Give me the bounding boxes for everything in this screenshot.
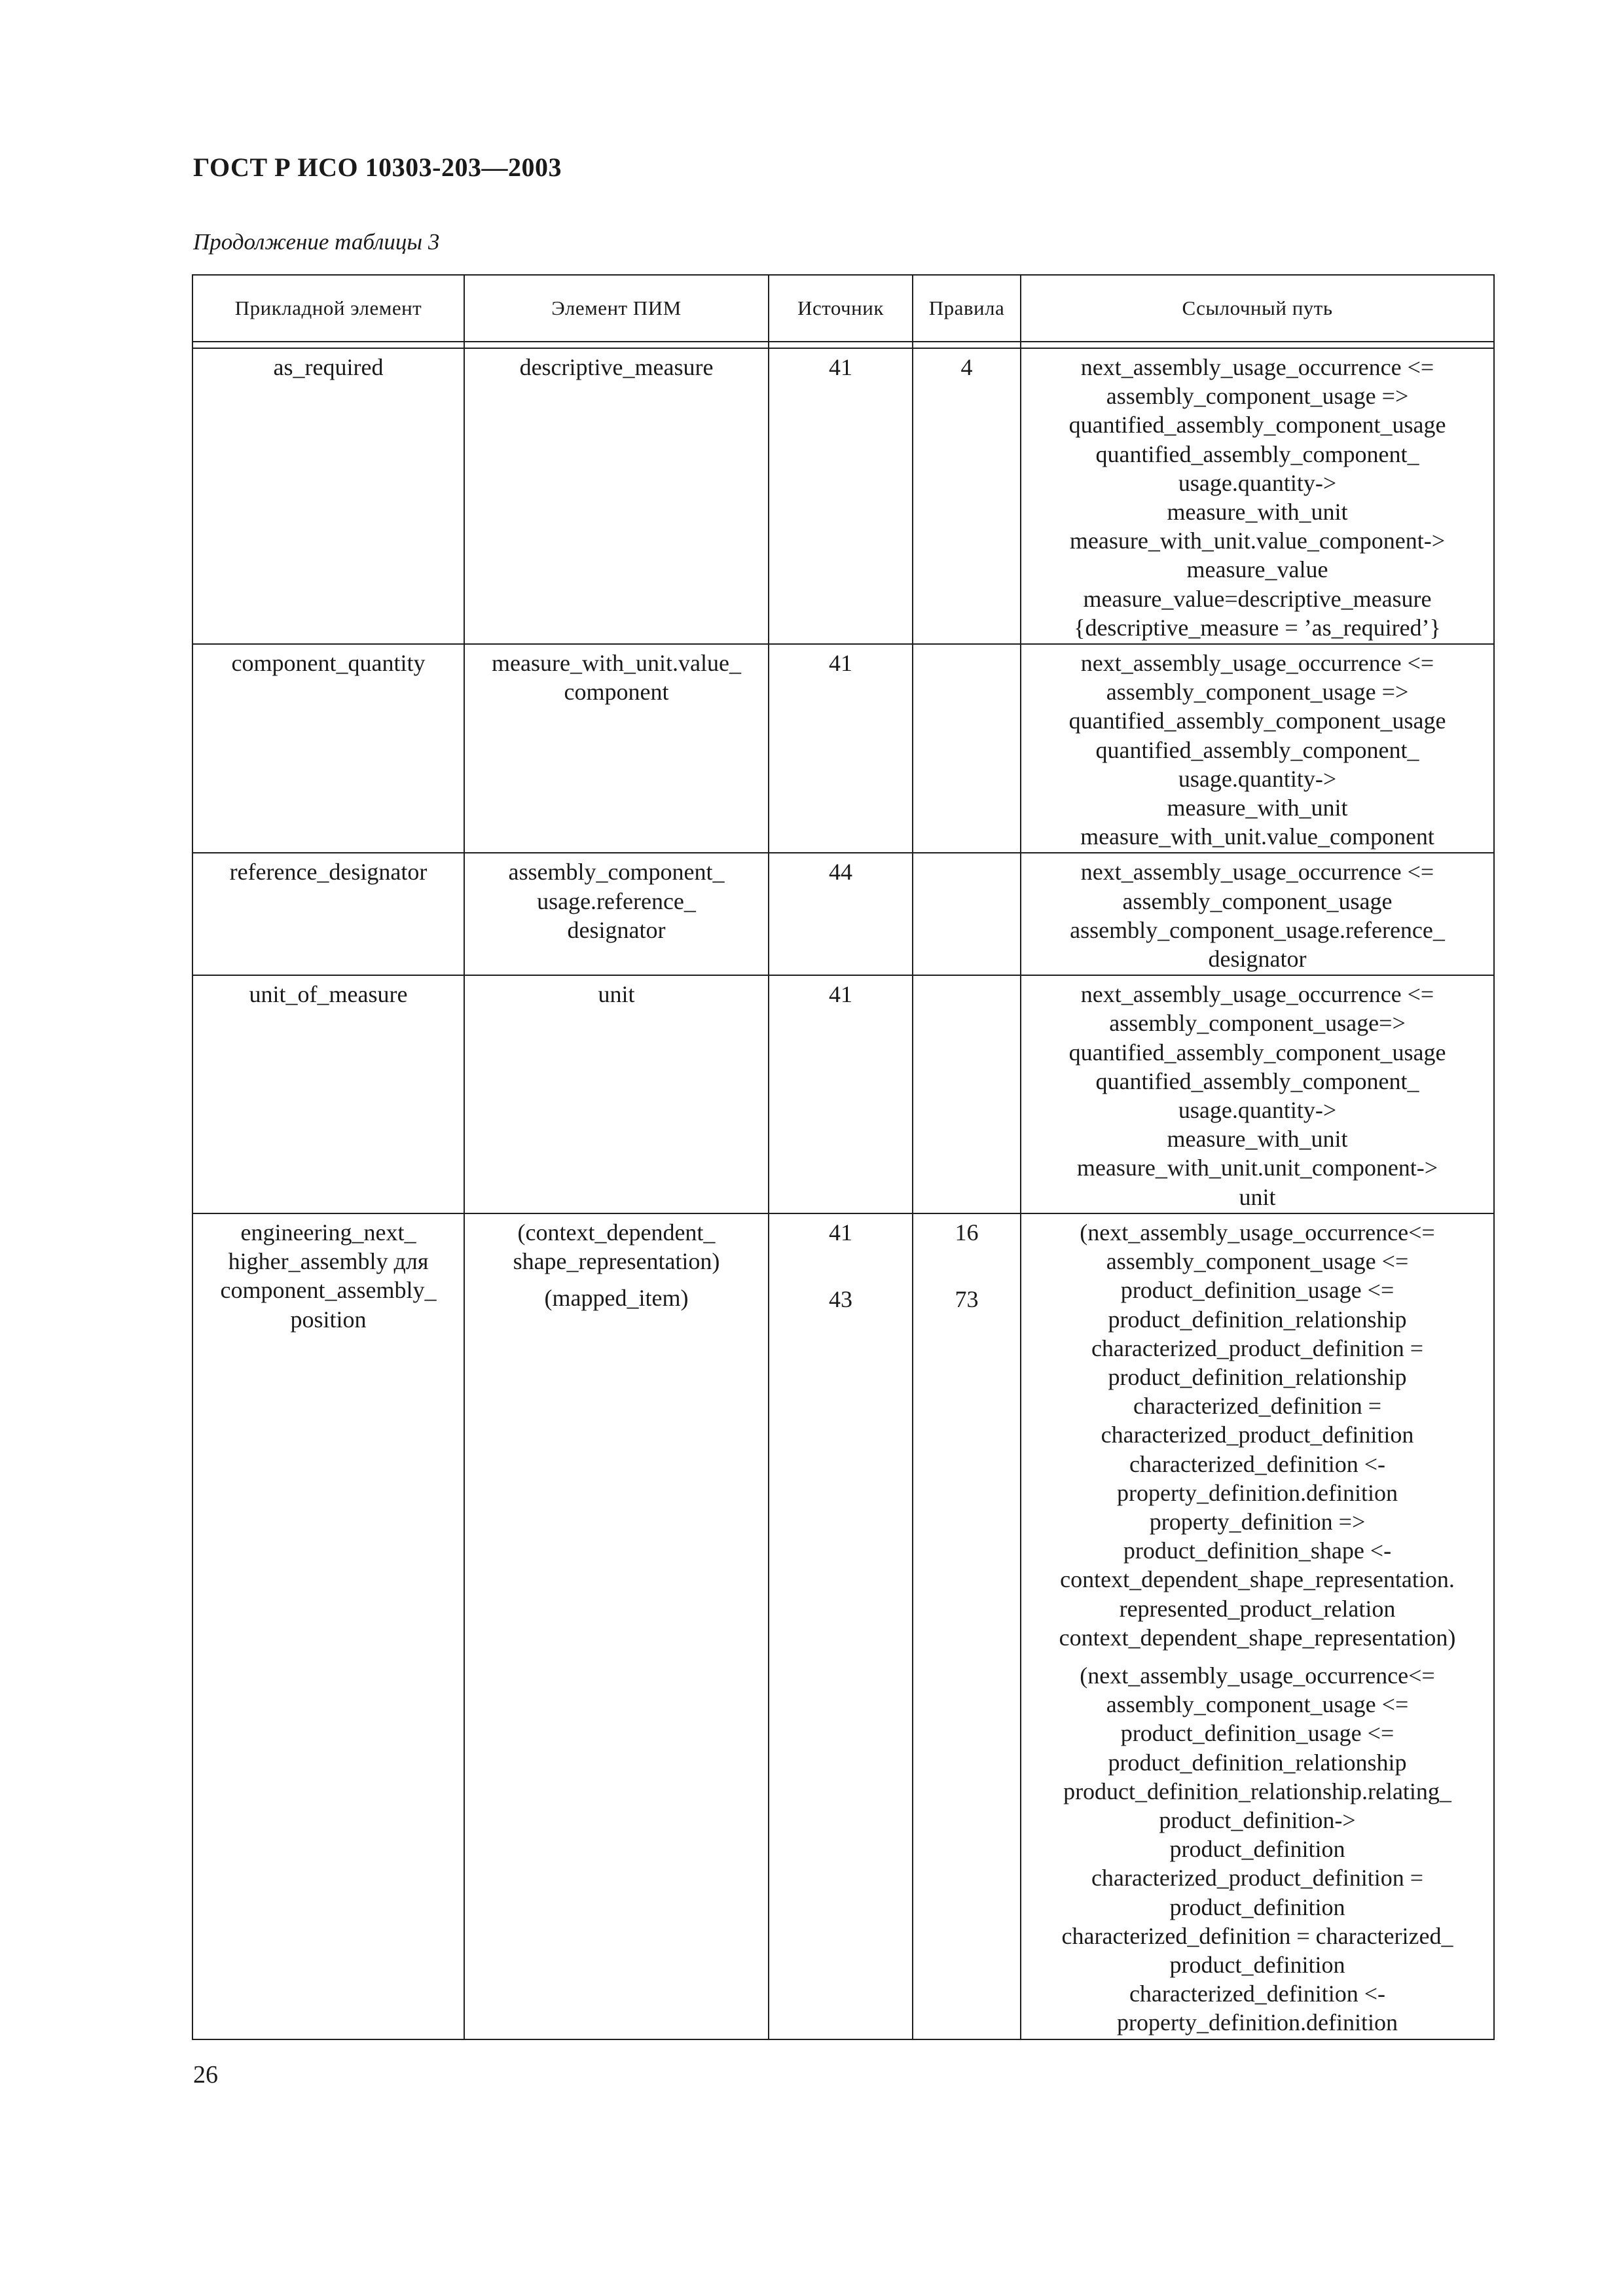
reference-path-cell — [1021, 853, 1494, 975]
page-number: 26 — [193, 2061, 218, 2089]
path-line: assembly_component_usage=> — [1109, 1010, 1406, 1037]
source-cell — [769, 853, 913, 975]
path-line: designator — [1208, 946, 1307, 973]
cell-line: shape_representation) — [513, 1248, 720, 1275]
path-line: product_definition — [1169, 1951, 1345, 1978]
pim-element-cell — [464, 1213, 769, 2039]
app-element-cell — [192, 1213, 464, 2039]
table-header-row — [192, 275, 1494, 342]
path-line: property_definition.definition — [1117, 2009, 1398, 2036]
path-line: measure_with_unit.value_component-> — [1069, 528, 1446, 554]
reference-path-cell — [1021, 975, 1494, 1213]
path-line: measure_value — [1186, 556, 1328, 583]
path-line: quantified_assembly_component_usage — [1068, 1039, 1446, 1066]
cell-line: measure_with_unit.value_ — [492, 650, 741, 677]
cell-line: 41 — [829, 354, 852, 380]
cell-line: engineering_next_ — [240, 1219, 416, 1246]
cell-line: 16 — [955, 1219, 979, 1246]
path-line: product_definition_usage <= — [1120, 1277, 1395, 1304]
reference-path-cell — [1021, 1213, 1494, 2039]
cell-line: position — [290, 1306, 367, 1333]
path-line: characterized_definition = — [1133, 1393, 1382, 1420]
path-line: product_definition_usage <= — [1120, 1720, 1395, 1747]
cell-line: higher_assembly для — [228, 1248, 429, 1275]
path-line: unit — [1239, 1183, 1276, 1210]
path-line: product_definition — [1169, 1836, 1345, 1863]
header-separator — [192, 342, 1494, 348]
path-line: characterized_definition = characterized_ — [1061, 1922, 1453, 1949]
cell-line: designator — [567, 916, 666, 943]
path-line: usage.quantity-> — [1178, 765, 1337, 792]
cell-line: unit_of_measure — [249, 981, 408, 1008]
path-line: quantified_assembly_component_usage — [1068, 708, 1446, 734]
rules-cell — [913, 853, 1021, 975]
cell-line: usage.reference_ — [537, 888, 696, 914]
path-line: usage.quantity-> — [1178, 469, 1337, 496]
path-line: assembly_component_usage => — [1106, 679, 1409, 706]
pim-element-cell — [464, 975, 769, 1213]
path-line: quantified_assembly_component_ — [1095, 440, 1419, 467]
cell-line: (context_dependent_ — [517, 1219, 716, 1246]
path-line: assembly_component_usage <= — [1106, 1248, 1409, 1275]
path-line: next_assembly_usage_occurrence <= — [1080, 354, 1434, 380]
path-line: next_assembly_usage_occurrence <= — [1080, 981, 1434, 1008]
column-header-pim-element: Элемент ПИМ — [464, 275, 769, 342]
path-line: context_dependent_shape_representation. — [1060, 1566, 1455, 1593]
path-line: quantified_assembly_component_ — [1095, 736, 1419, 763]
path-line: measure_with_unit — [1167, 795, 1348, 821]
pim-element-cell — [464, 644, 769, 853]
source-cell — [769, 975, 913, 1213]
path-line: characterized_product_definition — [1101, 1422, 1414, 1448]
cell-line: component_assembly_ — [220, 1277, 437, 1304]
path-line: next_assembly_usage_occurrence <= — [1080, 650, 1434, 677]
path-line: context_dependent_shape_representation) — [1059, 1624, 1456, 1651]
cell-line: component_quantity — [231, 650, 426, 677]
app-element-cell — [192, 975, 464, 1213]
cell-line: 44 — [829, 859, 852, 886]
rules-cell — [913, 975, 1021, 1213]
path-line: product_definition_relationship — [1108, 1749, 1407, 1776]
path-line: product_definition-> — [1159, 1806, 1356, 1833]
path-line: characterized_product_definition = — [1091, 1865, 1424, 1892]
path-line: (next_assembly_usage_occurrence<= — [1080, 1219, 1435, 1246]
mapping-table — [192, 274, 1495, 2040]
cell-line: 41 — [829, 650, 852, 677]
cell-line: reference_designator — [229, 859, 428, 886]
pim-element-cell — [464, 348, 769, 644]
path-line: (next_assembly_usage_occurrence<= — [1080, 1662, 1435, 1689]
cell-line: assembly_component_ — [508, 859, 725, 886]
path-line: property_definition => — [1149, 1508, 1366, 1535]
source-cell — [769, 1213, 913, 2039]
cell-line: 73 — [955, 1286, 979, 1313]
path-line: measure_value=descriptive_measure — [1083, 585, 1432, 612]
column-header-app-element: Прикладной элемент — [192, 275, 464, 342]
rules-cell — [913, 644, 1021, 853]
column-header-reference-path: Ссылочный путь — [1021, 275, 1494, 342]
cell-line: unit — [598, 981, 635, 1008]
rules-cell — [913, 348, 1021, 644]
cell-line: (mapped_item) — [544, 1285, 689, 1312]
path-line: assembly_component_usage.reference_ — [1070, 916, 1445, 943]
path-line: assembly_component_usage <= — [1106, 1691, 1409, 1718]
path-line: measure_with_unit — [1167, 1126, 1348, 1153]
cell-line: component — [564, 679, 669, 706]
table-row — [192, 853, 1494, 975]
path-line: product_definition_relationship — [1108, 1363, 1407, 1390]
cell-line: as_required — [273, 354, 384, 380]
path-line: quantified_assembly_component_ — [1095, 1067, 1419, 1094]
app-element-cell — [192, 644, 464, 853]
path-line: product_definition_relationship — [1108, 1306, 1407, 1333]
column-header-source: Источник — [769, 275, 913, 342]
source-cell — [769, 644, 913, 853]
pim-element-cell — [464, 853, 769, 975]
path-line: assembly_component_usage => — [1106, 383, 1409, 410]
column-header-rules: Правила — [913, 275, 1021, 342]
path-line: quantified_assembly_component_usage — [1068, 412, 1446, 439]
path-line: measure_with_unit — [1167, 499, 1348, 526]
cell-line: 4 — [960, 354, 973, 380]
path-line: usage.quantity-> — [1178, 1097, 1337, 1124]
table-row — [192, 348, 1494, 644]
path-line: measure_with_unit.unit_component-> — [1076, 1155, 1438, 1181]
table-row — [192, 644, 1494, 853]
path-line: product_definition_relationship.relating_ — [1063, 1778, 1451, 1804]
path-line: assembly_component_usage — [1122, 888, 1393, 914]
path-line: next_assembly_usage_occurrence <= — [1080, 859, 1434, 886]
rules-cell — [913, 1213, 1021, 2039]
cell-line: descriptive_measure — [519, 354, 714, 380]
table-row — [192, 1213, 1494, 2039]
path-line: measure_with_unit.value_component — [1080, 823, 1434, 850]
reference-path-cell — [1021, 644, 1494, 853]
cell-line: 41 — [829, 981, 852, 1008]
app-element-cell — [192, 348, 464, 644]
app-element-cell — [192, 853, 464, 975]
table-row — [192, 975, 1494, 1213]
source-cell — [769, 348, 913, 644]
cell-line: 41 — [829, 1219, 852, 1246]
path-line: product_definition_shape <- — [1123, 1537, 1392, 1564]
document-title: ГОСТ Р ИСО 10303-203—2003 — [193, 152, 562, 182]
path-line: {descriptive_measure = ’as_required’} — [1074, 614, 1441, 641]
path-line: represented_product_relation — [1119, 1595, 1396, 1622]
cell-line: 43 — [829, 1286, 852, 1313]
path-line: product_definition — [1169, 1893, 1345, 1920]
path-line: characterized_product_definition = — [1091, 1335, 1424, 1361]
path-line: property_definition.definition — [1117, 1479, 1398, 1506]
reference-path-cell — [1021, 348, 1494, 644]
path-line: characterized_definition <- — [1129, 1450, 1386, 1477]
table-caption: Продолжение таблицы 3 — [193, 229, 440, 255]
path-line: characterized_definition <- — [1129, 1981, 1386, 2007]
